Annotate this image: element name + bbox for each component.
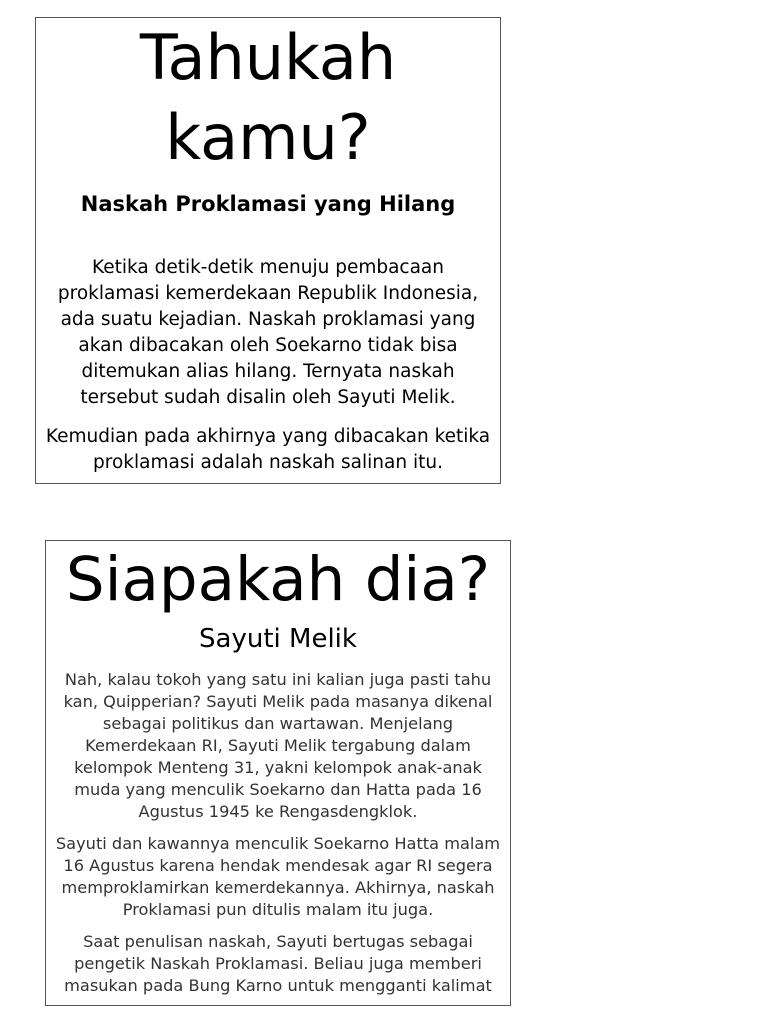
profile-paragraph-3: Saat penulisan naskah, Sayuti bertugas sebagai pengetik Naskah Proklamasi. Beliau juga memberi masukan pada Bung Karno untuk mengganti kalimat: [64, 932, 492, 995]
profile-card: [45, 540, 511, 1006]
profile-paragraph-2: Sayuti dan kawannya menculik Soekarno Hatta malam 16 Agustus karena hendak mendesak agar RI segera memproklamirkan kemerdekannya. Akhirnya, naskah Proklamasi pun ditulis malam itu juga.: [55, 834, 501, 919]
profile-title: Siapakah dia?: [65, 544, 491, 615]
trivia-paragraph-2: Kemudian pada akhirnya yang dibacakan ketika proklamasi adalah naskah salinan itu.: [45, 426, 491, 473]
trivia-title-line1: Tahukah: [139, 21, 397, 94]
trivia-paragraph-1: Ketika detik-detik menuju pembacaan proklamasi kemerdekaan Republik Indonesia, ada suatu kejadian. Naskah proklamasi yang akan dibacakan oleh Soekarno tidak bisa ditemukan alias hilang. Ternyata naskah tersebut sudah disalin oleh Sayuti Melik.: [57, 257, 479, 408]
profile-paragraph-1: Nah, kalau tokoh yang satu ini kalian juga pasti tahu kan, Quipperian? Sayuti Melik pada masanya dikenal sebagai politikus dan wartawan. Menjelang Kemerdekaan RI, Sayuti Melik tergabung dalam kelompok Menteng 31, yakni kelompok anak-anak muda yang menculik Soekarno dan Hatta pada 16 Agustus 1945 ke Rengasdengklok.: [63, 670, 493, 821]
trivia-title-line2: kamu?: [165, 101, 371, 174]
profile-name: Sayuti Melik: [199, 624, 357, 654]
trivia-card: [35, 17, 501, 484]
trivia-title: [36, 18, 500, 178]
trivia-subtitle: Naskah Proklamasi yang Hilang: [80, 192, 456, 216]
